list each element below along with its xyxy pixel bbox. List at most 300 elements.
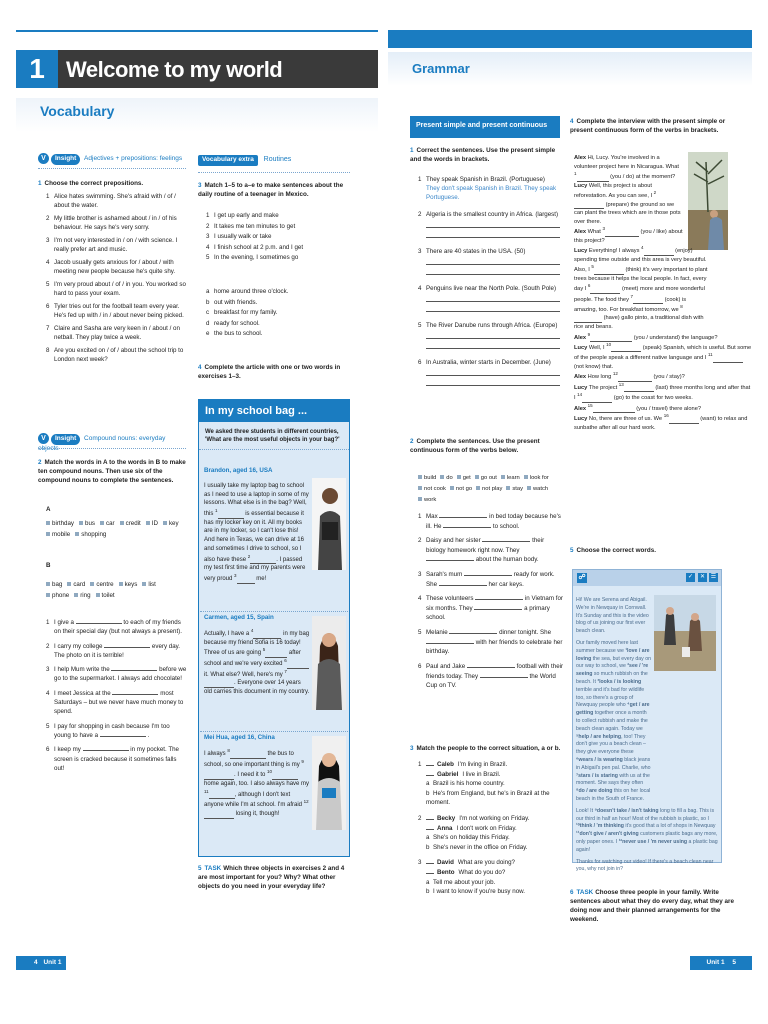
answer-blank [76,618,122,624]
word-chip [501,475,520,481]
item-prompt [418,211,564,220]
match-row [418,770,568,780]
list-item [46,259,188,277]
list-item [206,308,348,318]
item-letter: d [206,319,210,327]
item-text: Sarah's mum [426,571,464,579]
item-text: It takes me ten minutes to get [214,222,296,230]
bullet-icon [74,593,78,597]
option-letter: b [426,888,430,896]
answer-line [426,385,560,386]
list-item [418,322,564,349]
match-group [418,814,568,852]
blog-menu-icon[interactable]: ☰ [710,574,717,580]
list-item [418,359,564,386]
word-text: go out [480,475,497,481]
word-text: ring [80,591,91,599]
word-text: phone [52,591,70,599]
word-chip [418,497,436,503]
item-text: her car keys. [486,580,524,588]
item-number: 6 [46,746,50,754]
blog-check-icon[interactable]: ✓ [687,574,694,580]
item-text: Max [426,513,440,520]
quote: I'm living in Brazil. [457,761,508,768]
item-number: 2 [46,642,50,650]
option-letter: a [426,780,430,788]
item-text: I give a [54,619,76,626]
item-prompt [418,359,564,368]
item-letter: b [206,298,210,306]
answer-blank [111,665,157,671]
exercise-1-title: 1 Choose the correct prepositions. [38,180,144,187]
answer-blank [426,858,434,864]
answer-line [426,311,560,312]
word-text: card [73,581,86,588]
list-item [206,319,348,329]
option-letter: a [426,834,430,842]
insight-topic: Adjectives + prepositions: feelings [84,155,183,163]
option-a [418,779,568,789]
word-chip [79,520,95,527]
word-chip [74,592,90,599]
item-text: In the evening, I sometimes go [214,254,299,262]
vocab-extra-badge: Vocabulary extra [198,155,258,166]
exercise-2-list [46,618,188,778]
word-text: watch [533,486,549,492]
word-chip [142,581,156,588]
answer-line [426,237,560,238]
bullet-icon [476,486,480,490]
item-number: 4 [46,258,50,266]
word-chip [46,531,70,538]
answer-line [426,375,560,376]
word-text: not go [455,486,473,492]
word-chip [475,475,497,481]
item-text: most Saturdays – but we never have much money to spend. [54,689,184,716]
student-name-1: Brandon, aged 16, USA [204,467,273,474]
quote: What do you do? [458,869,506,877]
page-number-left: 4 [34,959,38,966]
option-b [418,843,568,853]
bullet-icon [120,521,124,525]
answer-blank [112,689,158,695]
grammar-ex2-title: 2 Complete the sentences. Use the present continuous form of the verbs below. [410,438,540,455]
unit-number: 1 [16,50,58,88]
word-text: shopping [81,530,107,538]
item-text: These volunteers [426,595,476,603]
list-item [206,329,348,339]
person-name: Anna [437,824,453,832]
grammar-subtitle: Present simple and present continuous [410,116,560,138]
bullet-icon [119,582,123,586]
word-text: bag [52,581,63,588]
unit-banner [16,50,378,88]
item-text: I keep my [54,746,83,754]
answer-blank [474,604,522,610]
grammar-ex6-task: 6 TASK Choose three people in your family. Write sentences about what they do every day, what they are doing now and their planned arrangements for the weekend. [570,889,735,924]
item-text: I help Mum write the [54,666,112,674]
list-item [46,193,188,211]
item-number: 5 [206,254,210,262]
grammar-ex1-list [418,176,564,396]
item-number: 6 [418,662,422,670]
item-text: breakfast for my family. [214,309,278,317]
word-chip [457,475,471,481]
answer-blank [426,814,434,820]
item-text: I meet Jessica at the [54,689,113,697]
item-text: with her friends to celebrate her birthday. [426,638,563,656]
item-prompt [418,285,564,294]
exercise-2-title: 2 Match the words in A to the words in B to make ten compound nouns. Then use six of the compound nouns to complete the sentences. [38,459,186,484]
student-text-1: I usually take my laptop bag to school as I need to use a laptop in some of my lessons. What else is in the bag? Well, this $^1$ is essential because it has my locker key on it. All my books are in my locker, so I can't lose this! And here in Texas, we can drive at 16 and sometimes I drive to school, so I also have these $^2$. I passed my test first time and my parents were very proud $^3$ me! [204,483,309,582]
option-text: She's on holiday this Friday. [433,834,510,842]
option-text: Brazil is his home country. [433,780,505,788]
bullet-icon [418,475,422,479]
item-text: to each of my friends on their special day (but not always a present). [54,619,182,636]
word-text: keys [124,581,138,588]
word-chip [119,581,138,588]
photo-brandon [312,478,346,570]
list-item [418,662,564,691]
option-text: She's never in the office on Friday. [433,843,528,851]
item-number: 2 [46,214,50,222]
list-item [418,536,564,565]
word-chip [450,486,472,492]
person-name: David [437,859,454,867]
item-number: 1 [418,761,422,768]
word-box-a [46,519,188,540]
item-text: Algeria is the smallest country in Africa. (largest) [426,210,559,218]
bullet-icon [524,475,528,479]
option-text: I want to know if you're busy now. [433,888,525,896]
bullet-icon [457,475,461,479]
grammar-ex2-list [418,512,564,696]
answer-blank [475,594,523,600]
answer-blank [83,745,129,751]
list-item [46,237,188,255]
match-row [418,814,568,824]
answer-blank [426,824,434,830]
word-chip [527,486,548,492]
footer-right [690,956,752,970]
item-number: 8 [46,346,50,354]
list-item [418,285,564,312]
word-text: do [446,475,453,481]
photo-mei-hua [312,736,346,830]
word-text: mobile [52,530,71,538]
word-chip [163,520,179,527]
list-item [206,211,348,221]
page-number-right: 5 [732,959,736,966]
word-box-a-label: A [46,506,51,513]
item-number: 4 [206,243,210,251]
match-group [418,858,568,896]
item-text: the bus to school. [214,330,263,338]
grammar-header-bar [388,30,752,48]
item-prompt [418,248,564,257]
list-item [46,689,188,717]
grammar-ex5-title: 5 Choose the correct words. [570,547,656,554]
item-prompt [418,322,564,331]
footer-unit-left: Unit 1 [43,959,62,966]
word-chip [75,531,106,538]
answer-blank [426,555,474,561]
list-item [46,215,188,233]
item-text: in Vietnam for six months. They [426,595,563,612]
word-text: build [424,475,437,481]
item-number: 5 [46,722,50,730]
person-name: Caleb [437,761,454,768]
word-chip [146,520,158,527]
word-text: stay [512,486,523,492]
list-item [206,243,348,253]
match-group [418,760,568,808]
vocab-extra-topic: Routines [263,156,292,163]
item-text: about the human body. [474,556,539,564]
bullet-icon [163,521,167,525]
word-box-b [46,580,188,601]
answer-line [426,338,560,339]
item-number: 2 [418,815,422,823]
list-item [206,232,348,242]
word-chip [46,581,62,588]
item-number: 3 [418,247,422,255]
item-number: 3 [46,236,50,244]
item-text: I usually walk or take [214,233,272,241]
item-number: 5 [418,629,422,637]
exercise-4-title: 4 Complete the article with one or two words in exercises 1–3. [198,364,341,380]
option-a [418,878,568,888]
item-letter: a [206,288,210,295]
word-text: ID [151,520,158,527]
answer-blank [467,662,515,668]
answer-blank [449,628,497,634]
word-text: car [106,520,115,527]
word-chip [46,520,74,527]
bullet-icon [96,593,100,597]
person-name: Becky [437,815,456,823]
item-number: 3 [418,859,422,867]
match-row [418,760,568,770]
v-badge-icon: V [38,433,49,444]
item-text: Daisy and her sister [426,537,483,545]
footer-unit-right: Unit 1 [706,959,725,966]
word-text: bus [85,520,95,527]
item-text: football with their friends today. They [426,662,564,680]
list-item [418,512,564,531]
vocabulary-heading-box [16,98,378,132]
exercise-1-list [46,193,188,369]
item-number: 4 [418,595,422,603]
item-text: I carry my college [54,642,105,650]
word-text: look for [529,475,549,481]
vocab-extra-header [198,155,350,166]
item-number: 2 [206,222,210,230]
exercise-3-title: 3 Match 1–5 to a–e to make sentences about the daily routine of a teenager in Mexico. [198,182,344,198]
word-chip [418,475,436,481]
item-prompt [418,176,564,185]
list-item [418,628,564,657]
item-text: Claire and Sasha are very keen in / about / on netball. They play twice a week. [54,324,180,341]
item-number: 1 [418,513,422,520]
exercise-3-right [206,287,348,340]
item-number: 5 [46,280,50,288]
item-letter: c [206,309,210,317]
insight-badge: Insight [51,434,80,445]
item-text: before we go to the supermarket. I always add chocolate! [54,666,187,683]
match-row [418,824,568,834]
item-text: every day. The photo on it is terrible! [54,642,181,659]
answer-blank [426,770,434,776]
answer-line [426,274,560,275]
blog-text: Hi! We are Serena and Abigail. We're in Newquay in Cornwall. It's Sunday and this is the video blog of us joining our first ever beach clean. Our family moved here last summer because we ¹love / are loving the sea, but every day on our way to school, we ²see / 're seeing so much rubbish on the beach. It ³looks / is looking terrible and it's bad for wildlife too, so there's a group of Newquay people who ⁴get / are getting together once a month to collect rubbish and make the beach clean again. Today we ⁵help / are helping, too! They don't give you a beach clean – they give everyone these ⁶wears / is wearing black jeans in Abigail's pen pal. Charlie, who ⁷stars / is staring with us at the moment. She says they often ⁸do / are doing this on her local beach in the South of France. Look! It ⁹doesn't take / isn't taking long to fill a bag. This is our third in half an hour! Most of the rubbish is plastic, so I ¹⁰think / 'm thinking it's good that a lot of shops in Newquay ¹¹don't give / aren't giving customers plastic bags any more, only paper ones. I ¹²never use / 'm never using a plastic bag again! Thanks for watching our video! If there's a beach clean near you, why not join in? [576,597,718,873]
grammar-ex3-list [418,760,568,903]
item-number: 7 [46,324,50,332]
answer-blank [464,570,512,576]
word-text: birthday [52,520,75,527]
item-text: Tyler tries out for the football team every year. He's fed up with / in / about never being picked. [54,302,184,319]
student-text-2: Actually, I have a $^4$ in my bag because my friend Sofia is 16 today! Three of us are going $^5$ after school and we're very excited $^6$ it. What else? Well, here's my $^7$. Everyone over 14 years old carries this document in my country. [204,628,310,696]
match-row [418,868,568,878]
word-box-b-label: B [46,562,51,569]
item-text: I pay for shopping in cash because I'm too young to have a [54,722,170,739]
option-text: Tell me about your job. [433,878,496,886]
answer-blank [426,868,434,874]
word-text: toilet [101,591,115,599]
item-text: dinner tonight. She [497,629,552,637]
grammar-ex1-title: 1 Correct the sentences. Use the present simple and the words in brackets. [410,147,556,164]
answer-line [426,227,560,228]
option-b [418,789,568,808]
list-item [46,745,188,773]
item-text: in bed today because he's ill. He [426,513,561,530]
item-text: There are 40 states in the USA. (50) [426,247,526,255]
item-text: Are you excited on / of / about the school trip to London next week? [54,346,184,363]
answer-blank [443,522,491,528]
grammar-ex2-words [418,473,564,506]
item-number: 1 [46,619,50,626]
word-text: credit [125,520,141,527]
word-text: list [148,581,156,588]
item-number: 3 [46,666,50,674]
blog-logo-icon: ☍ [578,574,586,581]
item-text: My little brother is ashamed about / in / of his behaviour. He says he's very sorry. [54,214,177,231]
list-item [46,722,188,741]
word-chip [120,520,141,527]
item-text: Melanie [426,629,450,637]
bullet-icon [67,582,71,586]
word-chip [100,520,115,527]
item-number: 6 [46,302,50,310]
item-number: 1 [46,193,50,200]
item-number: 5 [418,321,422,329]
answer-blank [439,512,487,518]
quote: What are you doing? [457,859,515,867]
item-letter: e [206,330,210,338]
bullet-icon [475,475,479,479]
grammar-ex4-title: 4 Complete the interview with the present simple or present continuous form of the verbs in brackets. [570,118,726,135]
answer-blank [480,672,528,678]
item-number: 3 [418,571,422,579]
list-item [46,618,188,637]
list-item [418,211,564,238]
item-text: in my pocket. The screen is cracked because it sometimes falls out! [54,746,179,772]
match-row [418,858,568,868]
item-number: 6 [418,358,422,366]
item-text: . [145,731,150,739]
item-text: They speak Spanish in Brazil. (Portuguese) [426,176,545,183]
word-chip [506,486,523,492]
word-text: not cook [424,486,446,492]
quote: I'm not working on Friday. [459,815,530,823]
bullet-icon [418,486,422,490]
grammar-heading-box [388,52,752,86]
section-title-vocabulary: Vocabulary [40,103,115,119]
answer-blank [100,731,146,737]
answer-blank [426,638,474,644]
item-text: ready for school. [214,319,260,327]
bullet-icon [90,582,94,586]
list-item [418,176,564,203]
item-text: a primary school. [426,604,550,622]
item-text: I'm not very interested in / on / with science. I really prefer art and music. [54,236,178,253]
answer-blank [104,642,150,648]
answer-blank [426,760,434,766]
quote: I live in Brazil. [462,770,501,778]
list-item [418,570,564,589]
item-number: 2 [418,537,422,545]
item-text: the World Cup on TV. [426,672,556,690]
insight-topic: Compound nouns: everyday objects [38,435,166,452]
answer-line [426,348,560,349]
person-name: Gabriel [437,770,459,778]
list-item [418,594,564,623]
item-number: 1 [206,212,210,219]
student-name-3: Mei Hua, aged 16, China [204,734,275,741]
interview-text: Alex Hi, Lucy. You're involved in a volunteer project here in Nicaragua. What $^1$ (you / do) at the moment? Lucy Well, this project is about reforestation. As you can see, I $^2$ (prepare) the ground so we can plant the trees which are in those pots over there. Alex What $^3$ (you / like) about this project? Lucy Everything! I always $^4$ (enjoy) spending time outside and this area is very beautiful. Also, I $^5$ (think) it's very important to plant trees because it helps the local people. In fact, every day I $^6$ (meet) more and more wonderful people. The food they $^7$ (cook) is amazing, too. For breakfast tomorrow, we $^8$ (have) gallo pinto, a traditional dish with rice and beans. Alex $^9$ (you / understand) the language? Lucy Well, I $^{10}$ (speak) Spanish, which is useful. But some of the people speak a different native language and I $^{11}$ (not know) that. Alex How long $^{12}$ (you / stay)? Lucy The project $^{13}$ (last) three months long and after that I $^{14}$ (go) to the coast for two weeks. Alex $^{15}$ (you / travel) there alone? Lucy No, there are three of us. We $^{16}$ (want) to relax and sunbathe after all our hard work. [574,155,752,431]
item-text: home around three o'clock. [214,288,289,295]
option-a [418,833,568,843]
list-item [206,287,348,297]
list-item [418,248,564,275]
bullet-icon [527,486,531,490]
word-text: learn [506,475,520,481]
bullet-icon [146,521,150,525]
word-chip [46,592,69,599]
word-chip [524,475,549,481]
list-item [206,298,348,308]
bullet-icon [440,475,444,479]
answer-line [426,301,560,302]
word-chip [440,475,452,481]
example-answer: They don't speak Spanish in Brazil. They speak Portuguese. [426,184,557,201]
list-item [46,665,188,684]
word-text: not play [482,486,503,492]
option-letter: b [426,843,430,851]
option-letter: a [426,878,430,886]
item-number: 4 [46,689,50,697]
person-name: Bento [437,869,455,877]
insight-compound-header [38,433,186,454]
section-title-grammar: Grammar [412,61,470,76]
item-text: ready for work. She [426,571,555,588]
student-name-2: Carmen, aged 15, Spain [204,614,274,621]
blog-close-icon[interactable]: ✕ [699,574,706,580]
unit-title: Welcome to my world [66,57,283,82]
article-intro: We asked three students in different countries, 'What are the most useful objects in your bag?' [199,422,349,450]
article-title: In my school bag ... [199,400,349,422]
list-item [206,253,348,263]
